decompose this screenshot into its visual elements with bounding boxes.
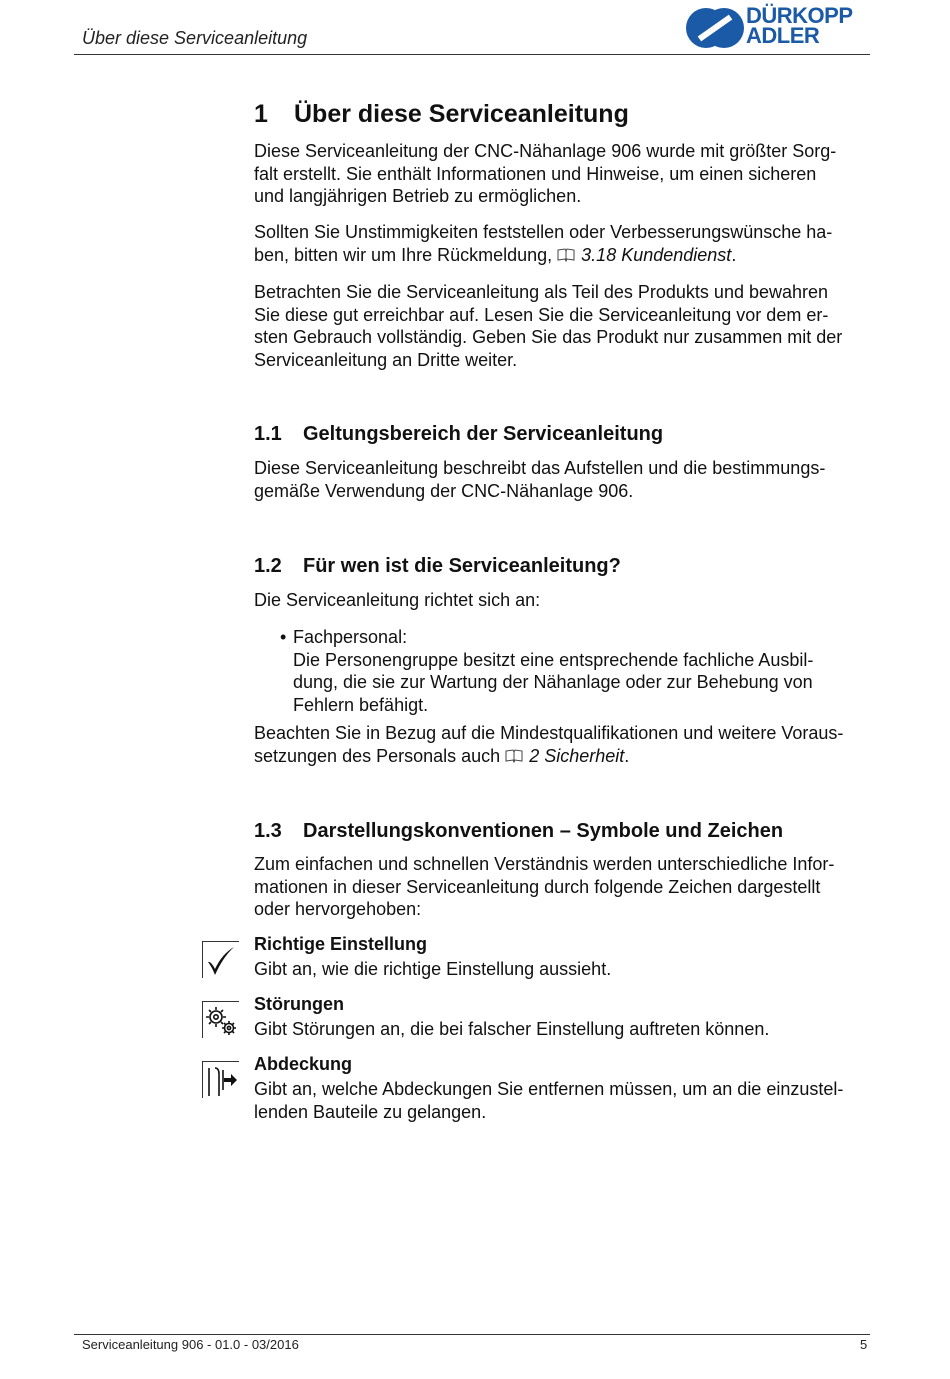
- section-1-1-heading: [254, 423, 663, 446]
- symbol-description: [254, 958, 870, 981]
- footer-document-id: Serviceanleitung 906 - 01.0 - 03/2016: [82, 1337, 299, 1352]
- text-line: Gibt an, wie die richtige Einstellung aussieht.: [254, 959, 612, 979]
- section-title: Darstellungskonventionen – Symbole und Zeichen: [303, 820, 784, 842]
- text-line: Gibt Störungen an, die bei falscher Einstellung auftreten können.: [254, 1019, 770, 1039]
- footer-divider: [74, 1334, 870, 1335]
- bullet-list-item: [280, 626, 870, 718]
- section-1-2-heading: [254, 555, 621, 578]
- book-reference-icon: [557, 248, 575, 262]
- book-reference-icon: [505, 749, 523, 763]
- text-line: oder hervorgehoben:: [254, 899, 422, 919]
- section-1-heading: [254, 100, 629, 129]
- text-line: mationen in dieser Serviceanleitung durch folgende Zeichen dargestellt: [254, 876, 821, 897]
- logo-emblem-icon: [686, 6, 744, 50]
- cross-reference-link[interactable]: 3.18 Kundendienst: [581, 244, 732, 265]
- text-line: gemäße Verwendung der CNC-Nähanlage 906.: [254, 480, 634, 501]
- bullet-icon: •: [280, 627, 287, 647]
- cross-reference-link[interactable]: 2 Sicherheit: [529, 745, 625, 766]
- page-number: 5: [860, 1337, 868, 1352]
- text-line: Die Personengruppe besitzt eine entsprechende fachliche Ausbil-: [293, 649, 814, 670]
- symbol-title: Störungen: [254, 994, 344, 1014]
- section-title: Über diese Serviceanleitung: [294, 100, 629, 128]
- text-line: dung, die sie zur Wartung der Nähanlage oder zur Behebung von: [293, 672, 813, 692]
- text-line: Beachten Sie in Bezug auf die Mindestqualifikationen und weitere Voraus-: [254, 723, 844, 743]
- checkmark-icon: [202, 941, 239, 978]
- text-line: Diese Serviceanleitung der CNC-Nähanlage 906 wurde mit größter Sorg-: [254, 141, 837, 161]
- text-fragment: .: [624, 745, 630, 766]
- symbol-title: Abdeckung: [254, 1054, 353, 1074]
- section-1-2-note: [254, 722, 870, 767]
- running-header-title: Über diese Serviceanleitung: [82, 28, 308, 48]
- section-1-3-intro: [254, 853, 870, 921]
- logo-text-line2: ADLER: [746, 23, 820, 48]
- text-line: Fachpersonal:: [293, 627, 408, 647]
- gears-icon: [202, 1001, 239, 1038]
- text-fragment: ben, bitten wir um Ihre Rückmeldung,: [254, 244, 553, 265]
- text-line: Fehlern befähigt.: [293, 694, 429, 715]
- text-line: Betrachten Sie die Serviceanleitung als Teil des Produkts und bewahren: [254, 282, 829, 302]
- text-line: sten Gebrauch vollständig. Geben Sie das Produkt nur zusammen mit der: [254, 327, 843, 347]
- text-line: lenden Bauteile zu gelangen.: [254, 1101, 487, 1122]
- text-fragment: setzungen des Personals auch: [254, 745, 501, 766]
- brand-logo: [686, 3, 872, 50]
- section-1-3-heading: [254, 820, 783, 843]
- section-title: Geltungsbereich der Serviceanleitung: [303, 423, 664, 445]
- section-1-paragraph-3: [254, 281, 870, 371]
- text-line: Zum einfachen und schnellen Verständnis werden unterschiedliche Infor-: [254, 854, 835, 874]
- text-line: Diese Serviceanleitung beschreibt das Aufstellen und die bestimmungs-: [254, 458, 826, 478]
- text-line: Sollten Sie Unstimmigkeiten feststellen oder Verbesserungswünsche ha-: [254, 222, 833, 242]
- section-number: 1: [254, 100, 268, 128]
- header-divider: [74, 54, 870, 55]
- text-line: falt erstellt. Sie enthält Informationen und Hinweise, um einen sicheren: [254, 163, 817, 184]
- text-line: Gibt an, welche Abdeckungen Sie entfernen müssen, um an die einzustel-: [254, 1079, 844, 1099]
- section-number: 1.1: [254, 423, 282, 445]
- text-line: Die Serviceanleitung richtet sich an:: [254, 590, 541, 610]
- cover-icon: [202, 1061, 239, 1098]
- text-fragment: .: [731, 244, 737, 265]
- symbol-title: Richtige Einstellung: [254, 934, 428, 954]
- text-line: Serviceanleitung an Dritte weiter.: [254, 349, 518, 370]
- text-line: und langjährigen Betrieb zu ermöglichen.: [254, 186, 582, 206]
- section-number: 1.2: [254, 555, 282, 577]
- section-1-1-paragraph: [254, 457, 870, 502]
- section-title: Für wen ist die Serviceanleitung?: [303, 555, 621, 577]
- section-1-2-intro: [254, 589, 870, 612]
- logo-text-line1: DÜRKOPP: [746, 3, 853, 28]
- text-line: Sie diese gut erreichbar auf. Lesen Sie die Serviceanleitung vor dem er-: [254, 304, 829, 325]
- section-number: 1.3: [254, 820, 282, 842]
- symbol-description: [254, 1078, 870, 1123]
- symbol-description: [254, 1018, 870, 1041]
- section-1-paragraph-1: [254, 140, 870, 208]
- section-1-paragraph-2: [254, 221, 870, 266]
